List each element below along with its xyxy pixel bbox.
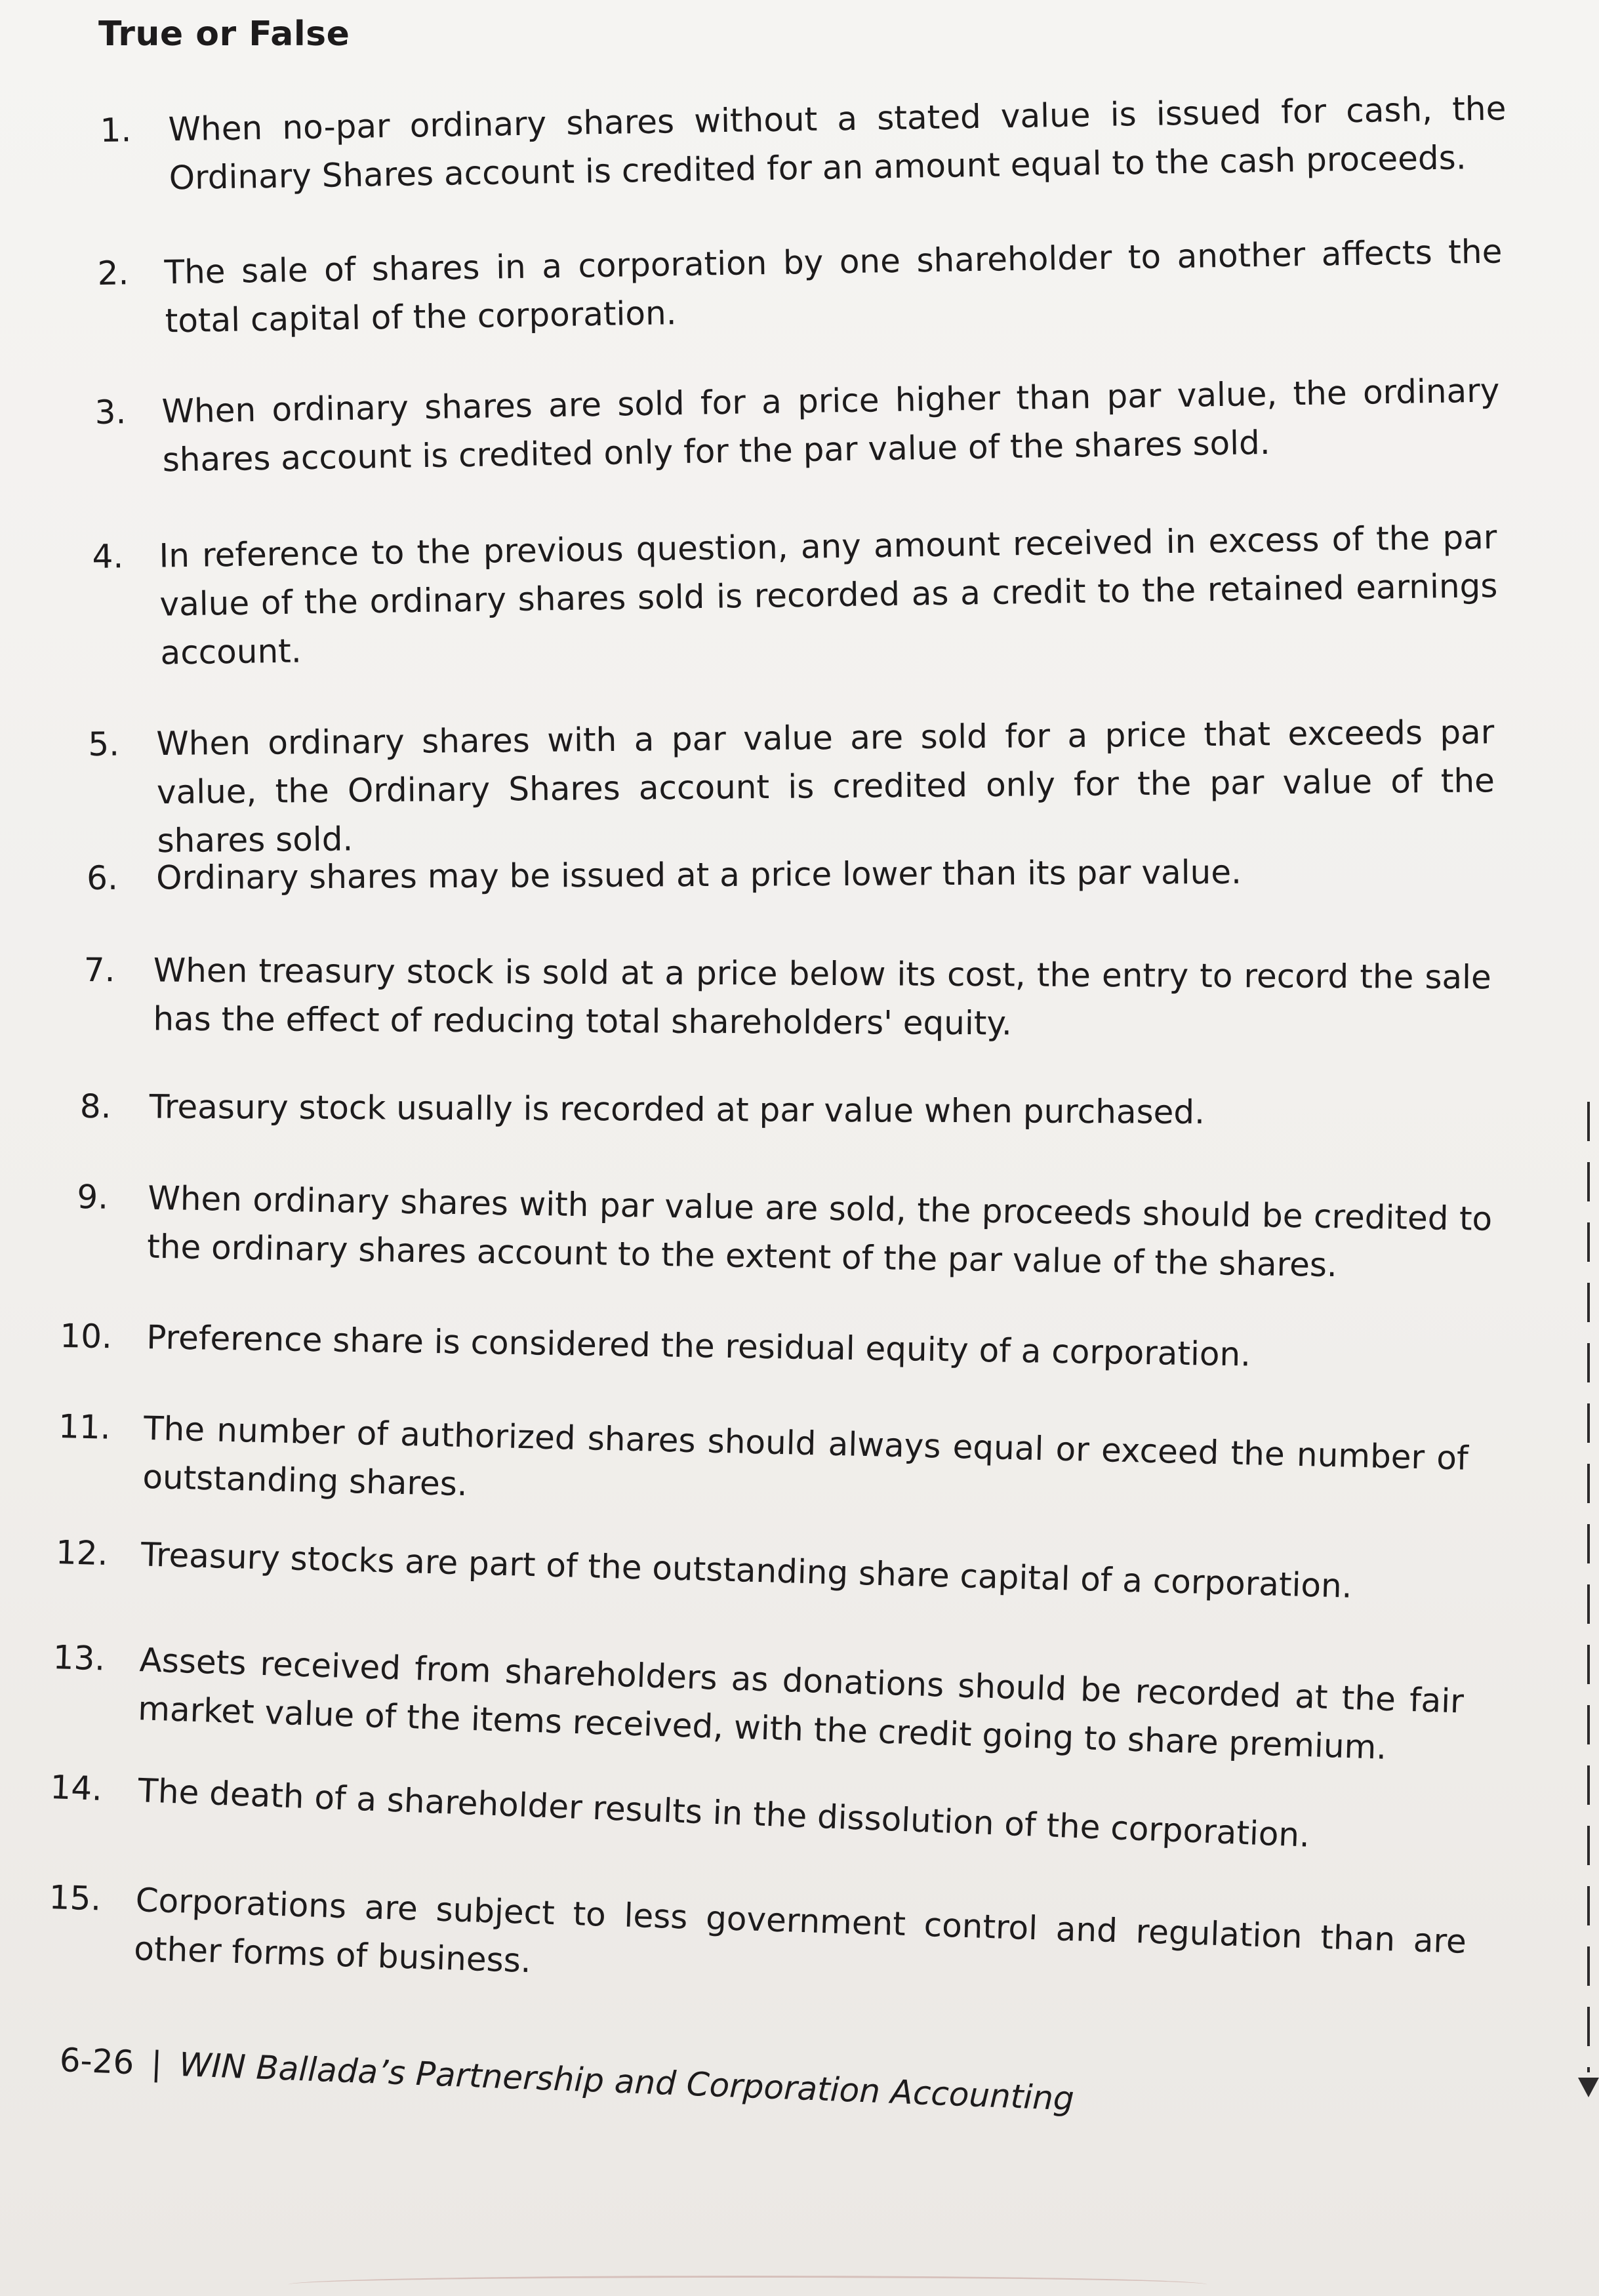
question-text: In reference to the previous question, any amount received in excess of the par value of the ordinary shares sold is recorded as a credit to the retained earnings account.	[159, 518, 1498, 672]
margin-rule	[1587, 1102, 1590, 2072]
question-text: Ordinary shares may be issued at a price lower than its par value.	[156, 853, 1242, 897]
question-number: 15.	[48, 1878, 102, 1918]
question-9	[76, 1173, 1494, 1293]
book-title: WIN Ballada’s Partnership and Corporation Accounting	[178, 2045, 1075, 2118]
question-12	[55, 1528, 1472, 1618]
arrow-down-icon	[1578, 2078, 1599, 2097]
question-5	[88, 708, 1499, 860]
question-text: When ordinary shares with a par value are sold for a price that exceeds par value, the Ordinary Shares account is credited only for the par value of the shares sold.	[156, 713, 1495, 860]
question-number: 6.	[87, 858, 119, 897]
question-number: 4.	[92, 537, 124, 576]
question-text: When ordinary shares with par value are sold, the proceeds should be credited to the ordinary shares account to the extent of the par value of the shares.	[146, 1178, 1493, 1285]
question-6	[87, 847, 1497, 906]
question-10	[60, 1312, 1477, 1386]
question-text: When no-par ordinary shares without a stated value is issued for cash, the Ordinary Shares account is credited for an amount equal to the cash proceeds.	[168, 89, 1507, 197]
question-13	[51, 1633, 1476, 1776]
question-text: Treasury stock usually is recorded at par value when purchased.	[149, 1087, 1205, 1131]
question-1	[100, 84, 1511, 205]
question-text: Corporations are subject to less government control and regulation than are other forms of business.	[133, 1881, 1467, 1981]
question-14	[49, 1763, 1473, 1870]
footer-separator: |	[150, 2044, 163, 2083]
section-heading: True or False	[98, 14, 350, 54]
question-number: 7.	[83, 950, 115, 990]
question-number: 5.	[88, 725, 120, 763]
question-number: 3.	[94, 393, 127, 432]
question-number: 9.	[76, 1177, 109, 1217]
question-3	[94, 366, 1506, 487]
question-text: The number of authorized shares should always equal or exceed the number of outstanding shares.	[142, 1409, 1469, 1504]
page-number: 6-26	[58, 2041, 135, 2082]
question-8	[80, 1082, 1490, 1142]
question-text: The death of a shareholder results in the dissolution of the corporation.	[137, 1771, 1311, 1855]
question-number: 1.	[100, 111, 132, 150]
question-number: 13.	[52, 1638, 106, 1678]
question-number: 2.	[97, 254, 129, 292]
question-number: 8.	[79, 1087, 111, 1126]
page-edge-mark	[289, 2276, 1207, 2293]
question-11	[57, 1402, 1476, 1533]
question-number: 11.	[58, 1407, 111, 1447]
page-footer	[59, 2041, 1075, 2118]
question-text: Assets received from shareholders as donations should be recorded at the fair market value of the items received, with the credit going to share premium.	[137, 1641, 1465, 1767]
question-15	[47, 1873, 1479, 2016]
question-text: When treasury stock is sold at a price below its cost, the entry to record the sale has the effect of reducing total shareholders' equity.	[153, 951, 1491, 1043]
question-text: Preference share is considered the residual equity of a corporation.	[146, 1318, 1251, 1374]
question-number: 14.	[49, 1767, 104, 1809]
question-text: When ordinary shares are sold for a price higher than par value, the ordinary shares account is credited only for the par value of the shares sold.	[161, 371, 1500, 479]
question-text: The sale of shares in a corporation by one shareholder to another affects the total capital of the corporation.	[164, 232, 1503, 340]
question-7	[83, 946, 1494, 1051]
question-2	[97, 227, 1508, 348]
question-number: 12.	[55, 1533, 109, 1573]
question-4	[92, 513, 1504, 683]
question-text: Treasury stocks are part of the outstanding share capital of a corporation.	[140, 1535, 1353, 1605]
question-number: 10.	[59, 1316, 113, 1356]
